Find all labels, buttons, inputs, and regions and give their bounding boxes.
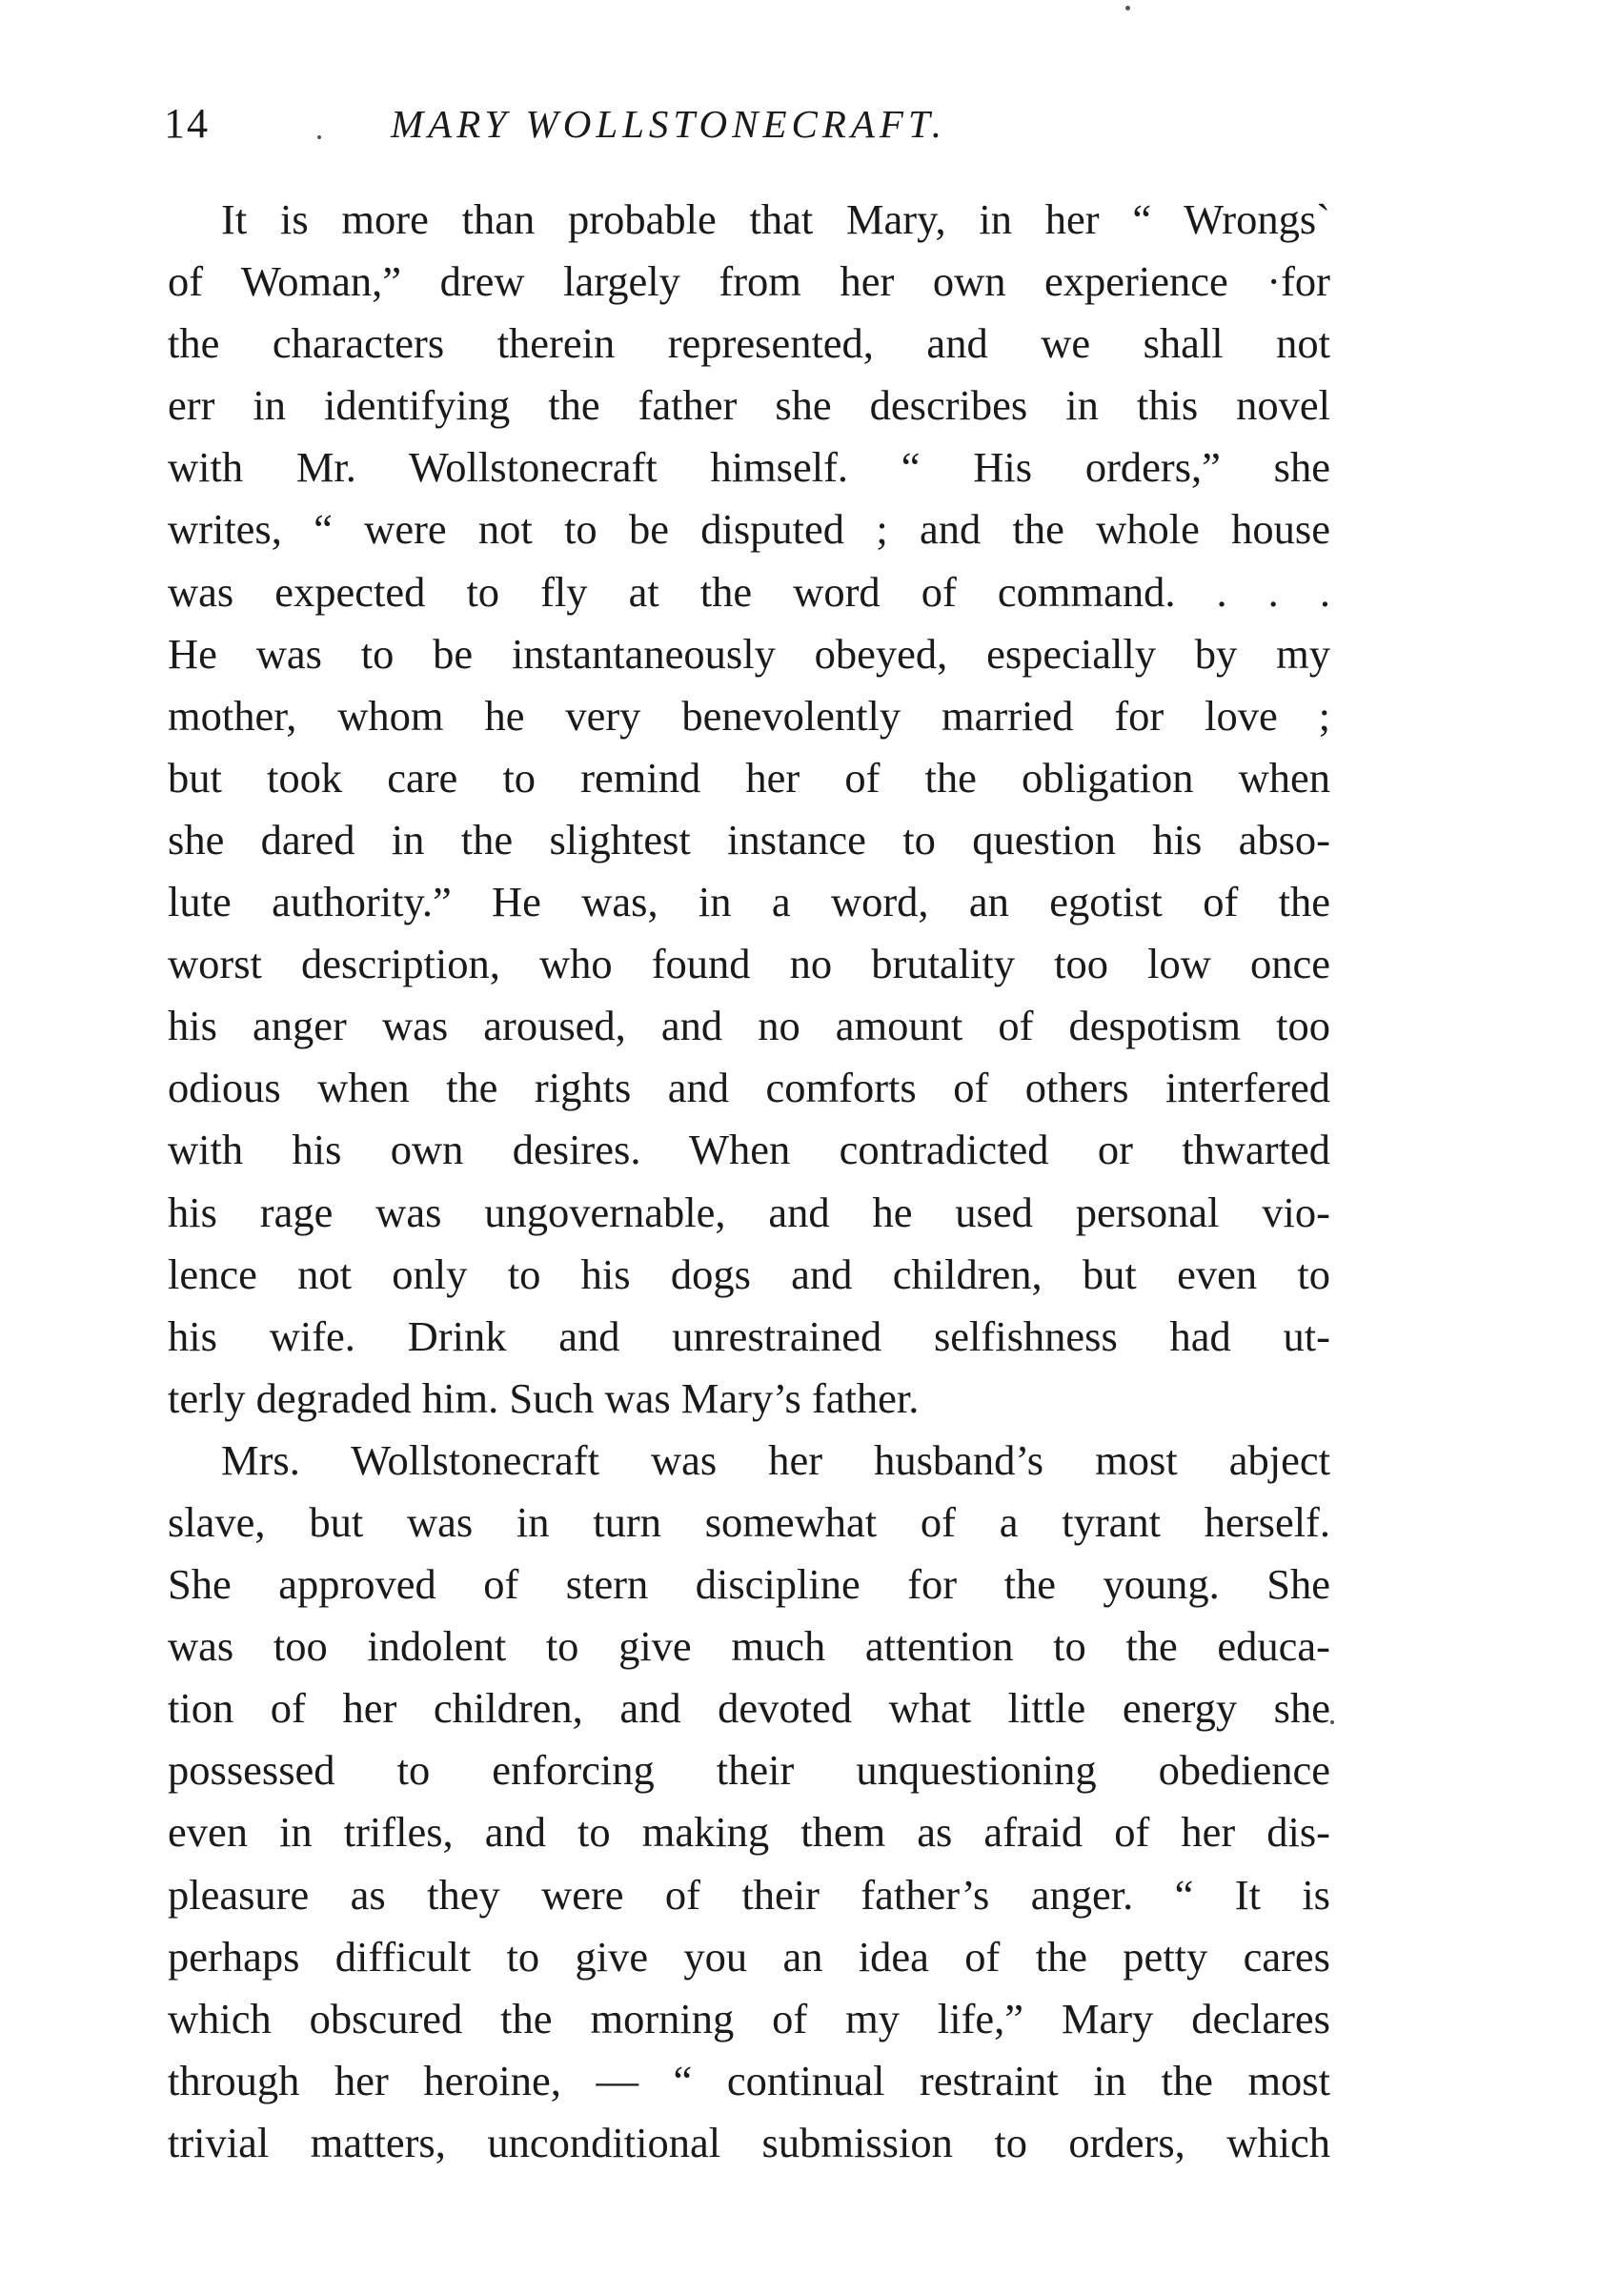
text-line: of Woman,” drew largely from her own experience ·for bbox=[168, 257, 1330, 306]
text-line: terly degraded him. Such was Mary’s father. bbox=[168, 1373, 920, 1422]
print-speck bbox=[1125, 6, 1130, 10]
text-line: odious when the rights and comforts of others interfered bbox=[168, 1064, 1330, 1112]
text-line: trivial matters, unconditional submission to orders, which bbox=[168, 2118, 1330, 2166]
text-line: the characters therein represented, and we shall not bbox=[168, 319, 1330, 368]
text-line: was expected to fly at the word of command. . . . bbox=[168, 567, 1330, 616]
text-line: slave, but was in turn somewhat of a tyrant herself. bbox=[168, 1497, 1330, 1546]
paragraph bbox=[168, 1430, 1330, 2174]
text-line: his anger was aroused, and no amount of despotism too bbox=[168, 1002, 1330, 1050]
text-line: Mrs. Wollstonecraft was her husband’s most abject bbox=[221, 1435, 1330, 1484]
text-line: writes, “ were not to be disputed ; and the whole house bbox=[168, 505, 1330, 554]
text-line: worst description, who found no brutality too low once bbox=[168, 940, 1330, 988]
text-line: which obscured the morning of my life,” Mary declares bbox=[168, 1994, 1330, 2042]
page-number: 14 bbox=[164, 100, 210, 147]
text-line: through her heroine, — “ continual restraint in the most bbox=[168, 2056, 1330, 2104]
paragraph bbox=[168, 189, 1330, 1430]
text-line: was too indolent to give much attention to the educa- bbox=[168, 1622, 1330, 1671]
text-line: mother, whom he very benevolently married for love ; bbox=[168, 691, 1330, 740]
text-line: lence not only to his dogs and children, but even to bbox=[168, 1250, 1330, 1298]
text-line: She approved of stern discipline for the young. She bbox=[168, 1560, 1330, 1609]
text-line: pleasure as they were of their father’s anger. “ It is bbox=[168, 1870, 1330, 1919]
text-line: tion of her children, and devoted what little energy she bbox=[168, 1684, 1330, 1733]
text-line: with Mr. Wollstonecraft himself. “ His orders,” she bbox=[168, 443, 1330, 492]
print-speck bbox=[1330, 1720, 1334, 1724]
text-line: his rage was ungovernable, and he used personal vio- bbox=[168, 1188, 1330, 1236]
body-text bbox=[168, 189, 1330, 2174]
text-line: but took care to remind her of the obligation when bbox=[168, 753, 1330, 802]
page-header bbox=[164, 95, 1326, 152]
text-line: perhaps difficult to give you an idea of the petty cares bbox=[168, 1932, 1330, 1981]
text-line: she dared in the slightest instance to question his abso- bbox=[168, 815, 1330, 864]
text-line: with his own desires. When contradicted or thwarted bbox=[168, 1126, 1330, 1174]
text-line: It is more than probable that Mary, in her “ Wrongs` bbox=[221, 195, 1330, 243]
text-line: even in trifles, and to making them as afraid of her dis- bbox=[168, 1808, 1330, 1857]
text-line: lute authority.” He was, in a word, an egotist of the bbox=[168, 878, 1330, 926]
running-head: MARY WOLLSTONECRAFT. bbox=[391, 102, 946, 146]
text-line: err in identifying the father she describes in this novel bbox=[168, 381, 1330, 430]
text-line: his wife. Drink and unrestrained selfishness had ut- bbox=[168, 1311, 1330, 1360]
text-line: He was to be instantaneously obeyed, especially by my bbox=[168, 629, 1330, 678]
text-line: possessed to enforcing their unquestioning obedience bbox=[168, 1746, 1330, 1795]
